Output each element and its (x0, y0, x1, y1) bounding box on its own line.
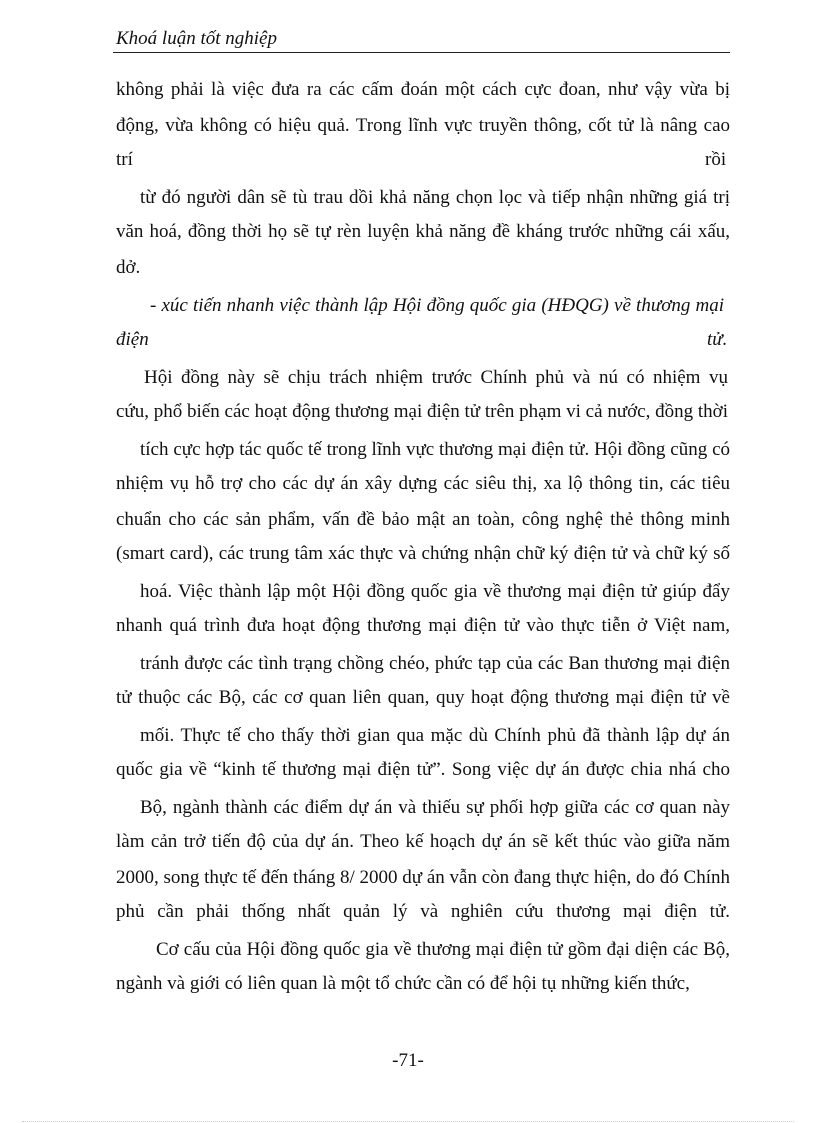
body-line: động, vừa không có hiệu quả. Trong lĩnh vực truyền thông, cốt tử là nâng cao (116, 115, 730, 136)
body-line: phủ cần phải thống nhất quản lý và nghiên cứu thương mại điện tử. (116, 901, 730, 922)
body-line: tích cực hợp tác quốc tế trong lĩnh vực thương mại điện tử. Hội đồng cũng có (140, 439, 730, 460)
page-edge-divider (22, 1121, 794, 1122)
body-line: cứu, phổ biến các hoạt động thương mại điện tử trên phạm vi cả nước, đồng thời (116, 401, 728, 422)
body-line: Cơ cấu của Hội đồng quốc gia về thương mại điện tử gồm đại diện các Bộ, (156, 939, 730, 960)
running-header: Khoá luận tốt nghiệp (116, 28, 277, 49)
body-line: chuẩn cho các sản phẩm, vấn đề bảo mật an toàn, công nghệ thẻ thông minh (116, 509, 730, 530)
body-line: nhanh quá trình đưa hoạt động thương mại điện tử vào thực tiễn ở Việt nam, (116, 615, 730, 636)
body-line: hoá. Việc thành lập một Hội đồng quốc gia về thương mại điện tử giúp đẩy (140, 581, 730, 602)
page-number: -71- (392, 1050, 424, 1071)
body-line: làm cản trở tiến độ của dự án. Theo kế hoạch dự án sẽ kết thúc vào giữa năm (116, 831, 730, 852)
body-line: từ đó người dân sẽ tù trau dồi khả năng chọn lọc và tiếp nhận những giá trị (140, 187, 730, 208)
body-line: rồi (705, 149, 727, 170)
body-line-italic: tử. (707, 329, 728, 350)
header-rule (113, 52, 730, 53)
body-line-italic: - xúc tiến nhanh việc thành lập Hội đồng quốc gia (HĐQG) về thương mại (150, 295, 724, 316)
body-line: trí (116, 149, 133, 170)
body-line: 2000, song thực tế đến tháng 8/ 2000 dự án vẫn còn đang thực hiện, do đó Chính (116, 867, 730, 888)
body-line: quốc gia về “kinh tế thương mại điện tử”. Song việc dự án được chia nhá cho (116, 759, 730, 780)
body-line: không phải là việc đưa ra các cấm đoán một cách cực đoan, như vậy vừa bị (116, 79, 730, 100)
body-line: văn hoá, đồng thời họ sẽ tự rèn luyện khả năng đề kháng trước những cái xấu, (116, 221, 730, 242)
body-line: (smart card), các trung tâm xác thực và chứng nhận chữ ký điện tử và chữ ký số (116, 543, 730, 564)
body-line: tử thuộc các Bộ, các cơ quan liên quan, quy hoạt động thương mại điện tử về (116, 687, 730, 708)
body-line: tránh được các tình trạng chồng chéo, phức tạp của các Ban thương mại điện (140, 653, 730, 674)
body-line: Bộ, ngành thành các điểm dự án và thiếu sự phối hợp giữa các cơ quan này (140, 797, 730, 818)
body-line: mối. Thực tế cho thấy thời gian qua mặc dù Chính phủ đã thành lập dự án (140, 725, 730, 746)
body-line: dở. (116, 257, 141, 278)
body-line: ngành và giới có liên quan là một tổ chức cần có để hội tụ những kiến thức, (116, 973, 690, 994)
body-line-italic: điện (116, 329, 149, 350)
body-line: nhiệm vụ hỗ trợ cho các dự án xây dựng các siêu thị, xa lộ thông tin, các tiêu (116, 473, 730, 494)
body-line: Hội đồng này sẽ chịu trách nhiệm trước Chính phủ và nú có nhiệm vụ (144, 367, 728, 388)
